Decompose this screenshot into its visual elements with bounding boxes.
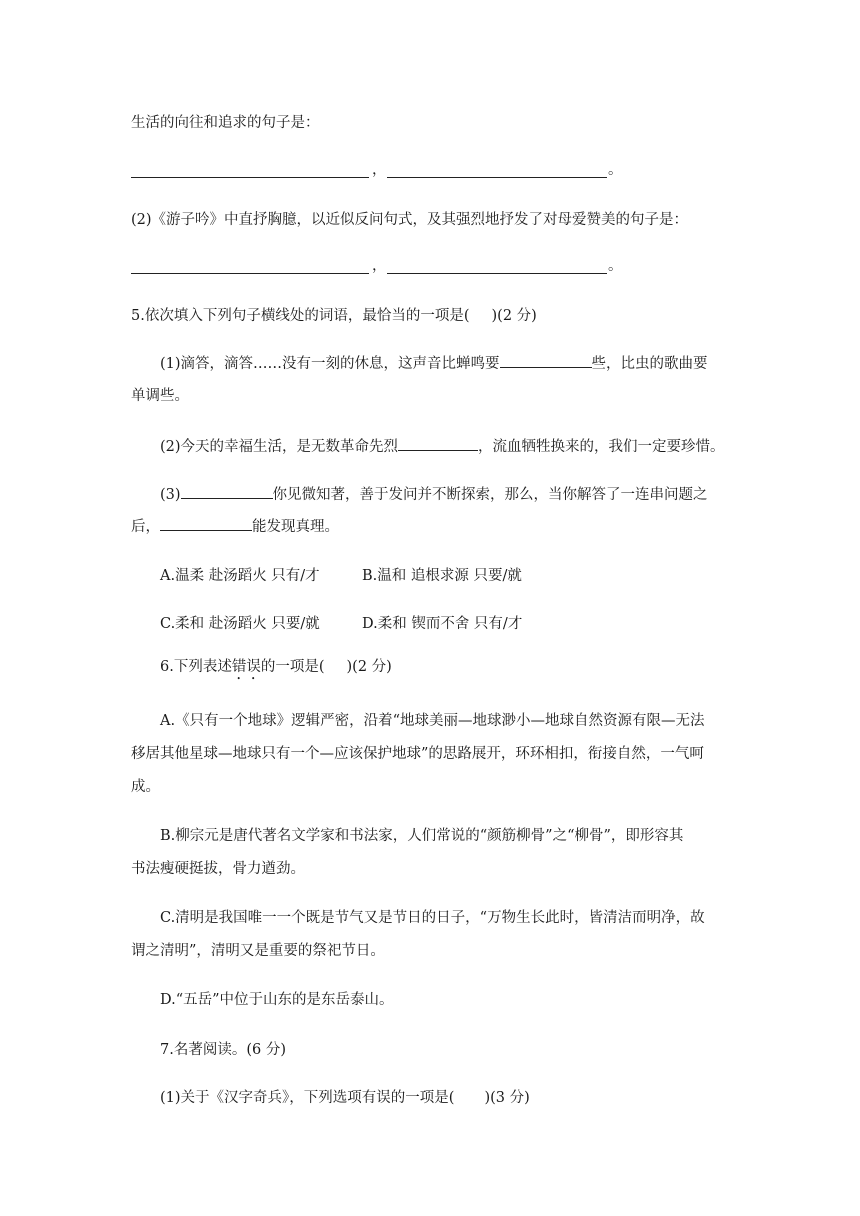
sentence-text: (1)滴答，滴答……没有一刻的休息，这声音比蝉鸣要 — [160, 356, 500, 372]
answer-blank[interactable] — [387, 177, 607, 178]
answer-blank[interactable] — [387, 273, 607, 274]
fill-blank[interactable] — [160, 516, 252, 531]
sentence-text: 些，比虫的歌曲要 — [591, 356, 708, 372]
sentence-text: 后， — [131, 519, 160, 535]
sentence-text: (2)今天的幸福生活，是无数革命先烈 — [160, 439, 399, 455]
option-c[interactable]: C.柔和 赴汤蹈火 只要/就 — [160, 616, 320, 632]
question-5-sentence-3-cont — [131, 516, 339, 537]
blank-period: 。 — [608, 258, 623, 274]
question-7-1-score: )(3 分) — [484, 1090, 530, 1106]
question-6-option-d: D.“五岳”中位于山东的是东岳泰山。 — [160, 992, 394, 1008]
question-7-1-text: (1)关于《汉字奇兵》，下列选项有误的一项是( — [160, 1090, 455, 1106]
question-5-stem — [131, 306, 537, 326]
question-4-2: (2)《游子吟》中直抒胸臆，以近似反问句式，及其强烈地抒发了对母爱赞美的句子是： — [131, 212, 689, 228]
question-7-stem: 7.名著阅读。(6 分) — [160, 1042, 286, 1058]
question-6-option-c: C.清明是我国唯一一个既是节气又是节日的日子，“万物生长此时，皆清洁而明净，故 — [160, 910, 705, 926]
question-6-score: )(2 分) — [346, 659, 392, 675]
answer-blank[interactable] — [131, 273, 369, 274]
sentence-text: (3) — [160, 487, 181, 503]
fill-blank[interactable] — [500, 353, 592, 368]
question-5-stem-text: 5.依次填入下列句子横线处的词语，最恰当的一项是( — [131, 308, 470, 324]
answer-blank[interactable] — [131, 177, 369, 178]
option-b[interactable]: B.温和 追根求源 只要/就 — [362, 568, 522, 584]
option-d[interactable]: D.柔和 锲而不舍 只有/才 — [362, 616, 523, 632]
question-6-stem-text: 6.下列表述 — [160, 659, 232, 675]
sentence-text: 能发现真理。 — [252, 519, 339, 535]
question-6-option-c-cont: 谓之清明”，清明又是重要的祭祀节日。 — [131, 943, 385, 959]
question-5-sentence-3 — [160, 484, 708, 505]
question-6-option-a: A.《只有一个地球》逻辑严密，沿着“地球美丽—地球渺小—地球自然资源有限—无法 — [160, 713, 705, 729]
question-5-sentence-2 — [160, 436, 725, 457]
question-6-option-b-cont: 书法瘦硬挺拔，骨力遒劲。 — [131, 861, 305, 877]
intro-line: 生活的向往和追求的句子是： — [131, 115, 320, 131]
question-6-option-b: B.柳宗元是唐代著名文学家和书法家，人们常说的“颜筋柳骨”之“柳骨”，即形容其 — [160, 828, 684, 844]
question-6-option-a-cont: 移居其他星球—地球只有一个—应该保护地球”的思路展开，环环相扣，衔接自然，一气呵 — [131, 746, 704, 762]
option-a[interactable]: A.温柔 赴汤蹈火 只有/才 — [160, 568, 320, 584]
blank-comma: ， — [372, 162, 387, 178]
emphasis-word: 错误 — [231, 659, 261, 675]
question-6-stem — [160, 657, 392, 683]
question-5-sentence-1-cont: 单调些。 — [131, 388, 189, 404]
question-6-option-a-cont: 成。 — [131, 779, 160, 795]
sentence-text: 你见微知著，善于发问并不断探索，那么，当你解答了一连串问题之 — [272, 487, 708, 503]
question-5-score: )(2 分) — [491, 308, 537, 324]
sentence-text: ，流血牺牲换来的，我们一定要珍惜。 — [478, 439, 725, 455]
question-5-sentence-1 — [160, 353, 708, 374]
question-7-1 — [160, 1088, 530, 1108]
question-6-stem-text: 的一项是( — [260, 659, 325, 675]
blank-period: 。 — [608, 162, 623, 178]
fill-blank[interactable] — [181, 484, 273, 499]
fill-blank[interactable] — [398, 436, 478, 451]
blank-comma: ， — [372, 258, 387, 274]
